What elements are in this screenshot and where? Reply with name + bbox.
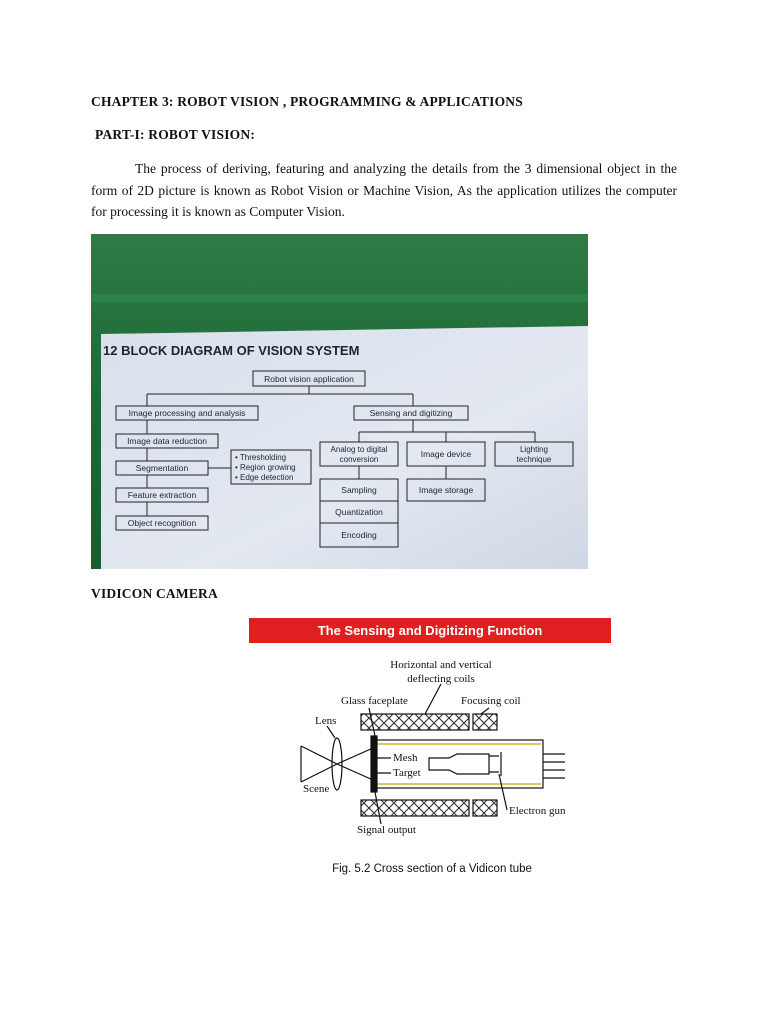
lens-label: Lens — [315, 715, 337, 727]
left-branch-label: Image processing and analysis — [128, 408, 246, 418]
scene-label: Scene — [303, 783, 330, 795]
step-label-3: Feature extraction — [127, 490, 197, 500]
figure-caption: Fig. 5.2 Cross section of a Vidicon tube — [332, 863, 532, 875]
mesh-label: Mesh — [393, 752, 418, 764]
electron-gun — [429, 754, 489, 774]
top-coil-right — [473, 714, 497, 730]
encoding-label: Encoding — [341, 530, 377, 540]
target-label: Target — [393, 767, 421, 779]
bottom-coil-right — [473, 800, 497, 816]
part-title: PART-I: ROBOT VISION: — [95, 127, 256, 142]
output-pins — [543, 754, 565, 778]
gun-electrodes — [489, 752, 501, 776]
root-label: Robot vision application — [264, 374, 354, 384]
intro-paragraph — [91, 158, 677, 223]
lighting-label-1: Lighting — [519, 445, 549, 454]
sampling-label: Sampling — [341, 485, 377, 495]
electron-gun-label: Electron gun — [509, 805, 566, 817]
binder-edge — [91, 294, 588, 302]
coils-label-2: deflecting coils — [407, 673, 475, 685]
right-branch-label: Sensing and digitizing — [369, 408, 453, 418]
tube-body — [373, 740, 543, 788]
figure-banner-text: The Sensing and Digitizing Function — [317, 623, 543, 638]
step-label-2: Segmentation — [135, 463, 189, 473]
step-label-1: Image data reduction — [127, 436, 207, 446]
step-label-4: Object recognition — [127, 518, 197, 528]
light-rays — [301, 746, 373, 782]
block-diagram-title: 12 BLOCK DIAGRAM OF VISION SYSTEM — [103, 343, 360, 358]
faceplate — [371, 736, 377, 792]
focusing-label: Focusing coil — [461, 695, 521, 707]
vidicon-figure — [249, 618, 611, 880]
coils-label-1: Horizontal and vertical — [390, 659, 492, 671]
intro-text: The process of deriving, featuring and analyzing the details from the 3 dimensional object in the form of 2D picture is known as Robot Vision or Machine Vision, As the application utilizes the computer for processing it is known as Computer Vision. — [91, 161, 677, 219]
quantization-label: Quantization — [335, 507, 383, 517]
block-diagram-photo — [91, 234, 588, 569]
image-device-label: Image device — [420, 449, 472, 459]
method-label-3: • Edge detection — [235, 473, 294, 482]
method-label-1: • Thresholding — [235, 453, 287, 462]
lighting-label-2: technique — [516, 455, 552, 464]
vidicon-heading: VIDICON CAMERA — [91, 586, 218, 601]
top-coil — [361, 714, 469, 730]
image-storage-label: Image storage — [418, 485, 474, 495]
signal-output-label: Signal output — [357, 824, 416, 836]
chapter-title: CHAPTER 3: ROBOT VISION , PROGRAMMING & APPLICATIONS — [91, 94, 523, 109]
glass-label: Glass faceplate — [341, 695, 408, 707]
method-label-2: • Region growing — [235, 463, 296, 472]
analog-label-2: conversion — [339, 455, 379, 464]
analog-label-1: Analog to digital — [330, 445, 388, 454]
